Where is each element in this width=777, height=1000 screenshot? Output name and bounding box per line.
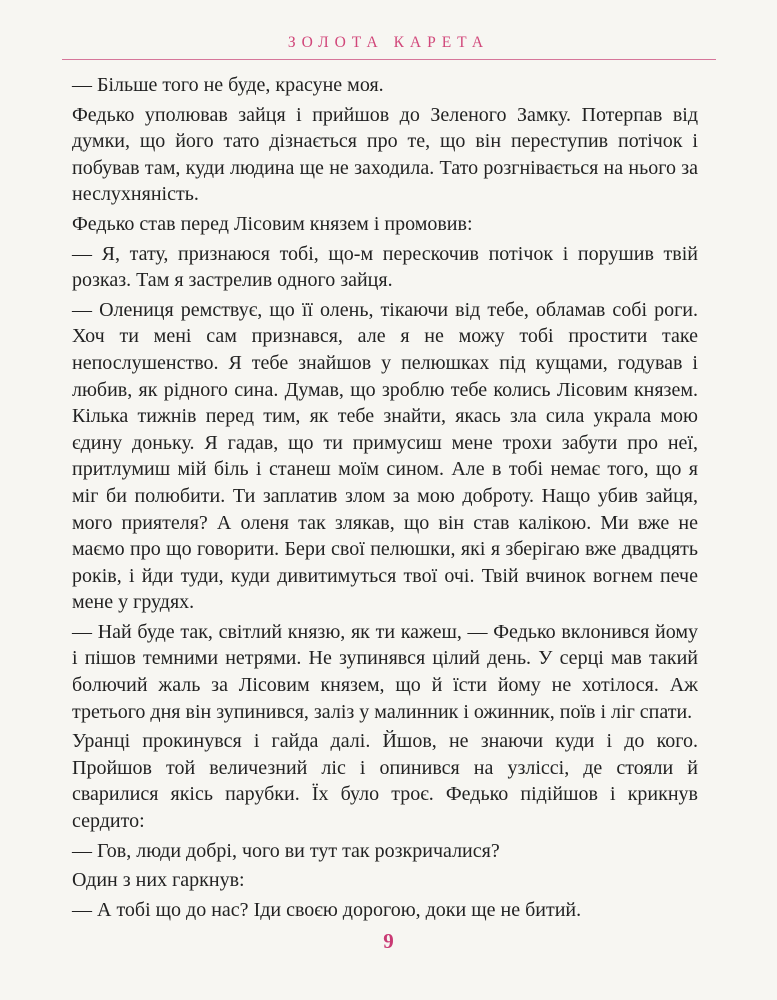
paragraph-4: — Я, тату, признаюся тобі, що-м перескочив потічок і порушив твій розказ. Там я застрелив одного зайця. xyxy=(72,242,698,292)
paragraph-5: — Олениця ремствує, що її олень, тікаючи від тебе, обламав собі роги. Хоч ти мені сам признався, але я не можу тобі простити таке непослушенство. Я тебе знайшов у пелюшках під кущами, годував і любив, як рідного сина. Думав, що зроблю тебе колись Лісовим князем. Кілька тижнів перед тим, як тебе знайти, якась зла сила украла мою єдину доньку. Я гадав, що ти примусиш мене трохи забути про неї, притлумиш мій біль і станеш моїм сином. Але в тобі немає того, що я міг би полюбити. Ти заплатив злом за мою доброту. Нащо убив зайця, мого приятеля? А оленя так злякав, що він став калікою. Ми вже не маємо про що говорити. Бери свої пелюшки, які я зберігаю вже двадцять років, і йди туди, куди дивитимуться твої очі. Твій вчинок вогнем пече мене у грудях. xyxy=(72,298,698,614)
paragraph-2: Федько уполював зайця і прийшов до Зеленого Замку. Потерпав від думки, що його тато дізнається про те, що він переступив потічок і побував там, куди людина ще не заходила. Тато розгнівається на нього за неслухняність. xyxy=(72,103,698,206)
paragraph-1: — Більше того не буде, красуне моя. xyxy=(72,74,384,96)
page-body xyxy=(72,72,698,923)
paragraph-3: Федько став перед Лісовим князем і промовив: xyxy=(72,212,473,235)
paragraph-9: Один з них гаркнув: xyxy=(72,869,245,892)
page-number: 9 xyxy=(383,929,394,953)
paragraph-6: — Най буде так, світлий князю, як ти кажеш, — Федько вклонився йому і пішов темними нетрями. Не зупинявся цілий день. У серці мав такий болючий жаль за Лісовим князем, що й їсти йому не хотілося. Аж третього дня він зупинився, заліз у малинник і ожинник, поїв і ліг спати. xyxy=(72,620,698,723)
running-header: ЗОЛОТА КАРЕТА xyxy=(287,34,490,51)
paragraph-7: Уранці прокинувся і гайда далі. Йшов, не знаючи куди і до кого. Пройшов той величезний ліс і опинився на узліссі, де стояли й сварилися якісь парубки. Їх було троє. Федько підійшов і крикнув сердито: xyxy=(72,730,698,833)
header-divider xyxy=(62,59,716,60)
paragraph-8: — Гов, люди добрі, чого ви тут так розкричалися? xyxy=(72,839,500,862)
paragraph-10: — А тобі що до нас? Іди своєю дорогою, доки ще не битий. xyxy=(72,898,582,921)
